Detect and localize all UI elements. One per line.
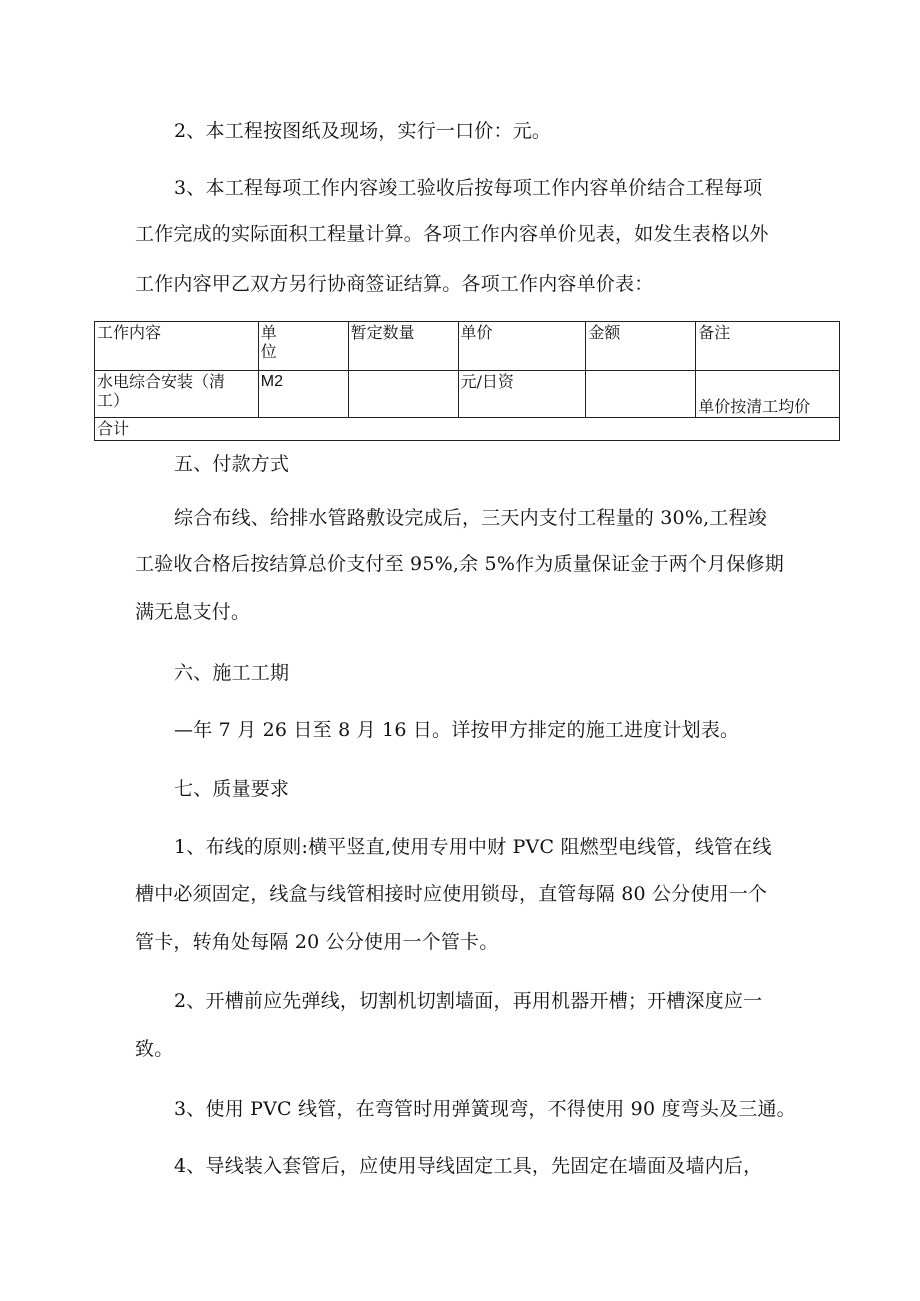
clause-3-line-1: 3、本工程每项工作内容竣工验收后按每项工作内容单价结合工程每项 <box>174 177 763 199</box>
cell-note: 单价按清工均价 <box>696 371 840 418</box>
section-7-item-2-line-1: 2、开槽前应先弹线，切割机切割墙面，再用机器开槽；开槽深度应一 <box>174 990 763 1012</box>
section-5-line-2: 工验收合格后按结算总价支付至 95%,余 5%作为质量保证金于两个月保修期 <box>135 553 784 575</box>
section-7-item-1-line-2: 槽中必须固定，线盒与线管相接时应使用锁母，直管每隔 80 公分使用一个 <box>135 883 768 905</box>
header-unit-price: 单价 <box>458 322 586 371</box>
section-7-item-2-line-2: 致。 <box>135 1038 174 1060</box>
unit-price-table <box>94 321 840 441</box>
clause-3-line-3: 工作内容甲乙双方另行协商签证结算。各项工作内容单价表： <box>135 273 654 295</box>
header-unit: 单 位 <box>258 322 348 371</box>
header-remarks: 备注 <box>696 322 840 371</box>
table-total-row <box>95 418 840 441</box>
cell-total-label: 合计 <box>95 418 840 441</box>
header-quantity: 暂定数量 <box>348 322 458 371</box>
clause-3-line-2: 工作完成的实际面积工程量计算。各项工作内容单价见表，如发生表格以外 <box>135 223 769 245</box>
section-7-item-1-line-1: 1、布线的原则:横平竖直,使用专用中财 PVC 阻燃型电线管，线管在线 <box>174 836 772 858</box>
cell-amount <box>586 371 696 418</box>
header-work-content: 工作内容 <box>95 322 259 371</box>
header-amount: 金额 <box>586 322 696 371</box>
cell-quantity <box>348 371 458 418</box>
cell-item: 水电综合安装（清 工） <box>95 371 259 418</box>
table-row <box>95 371 840 418</box>
section-5-line-3: 满无息支付。 <box>135 601 251 623</box>
table-header-row <box>95 322 840 371</box>
section-5-title: 五、付款方式 <box>174 453 290 475</box>
section-7-item-4: 4、导线装入套管后，应使用导线固定工具，先固定在墙面及墙内后， <box>174 1155 763 1177</box>
section-6-title: 六、施工工期 <box>174 662 290 684</box>
clause-2-lump-sum: 2、本工程按图纸及现场，实行一口价：元。 <box>174 120 552 142</box>
section-5-line-1: 综合布线、给排水管路敷设完成后，三天内支付工程量的 30%,工程竣 <box>174 507 767 529</box>
section-6-text: —年 7 月 26 日至 8 月 16 日。详按甲方排定的施工进度计划表。 <box>174 719 740 741</box>
cell-unit: M2 <box>258 371 348 418</box>
cell-price: 元/日资 <box>458 371 586 418</box>
section-7-title: 七、质量要求 <box>174 778 290 800</box>
section-7-item-3: 3、使用 PVC 线管，在弯管时用弹簧现弯，不得使用 90 度弯头及三通。 <box>174 1098 796 1120</box>
section-7-item-1-line-3: 管卡，转角处每隔 20 公分使用一个管卡。 <box>135 931 499 953</box>
